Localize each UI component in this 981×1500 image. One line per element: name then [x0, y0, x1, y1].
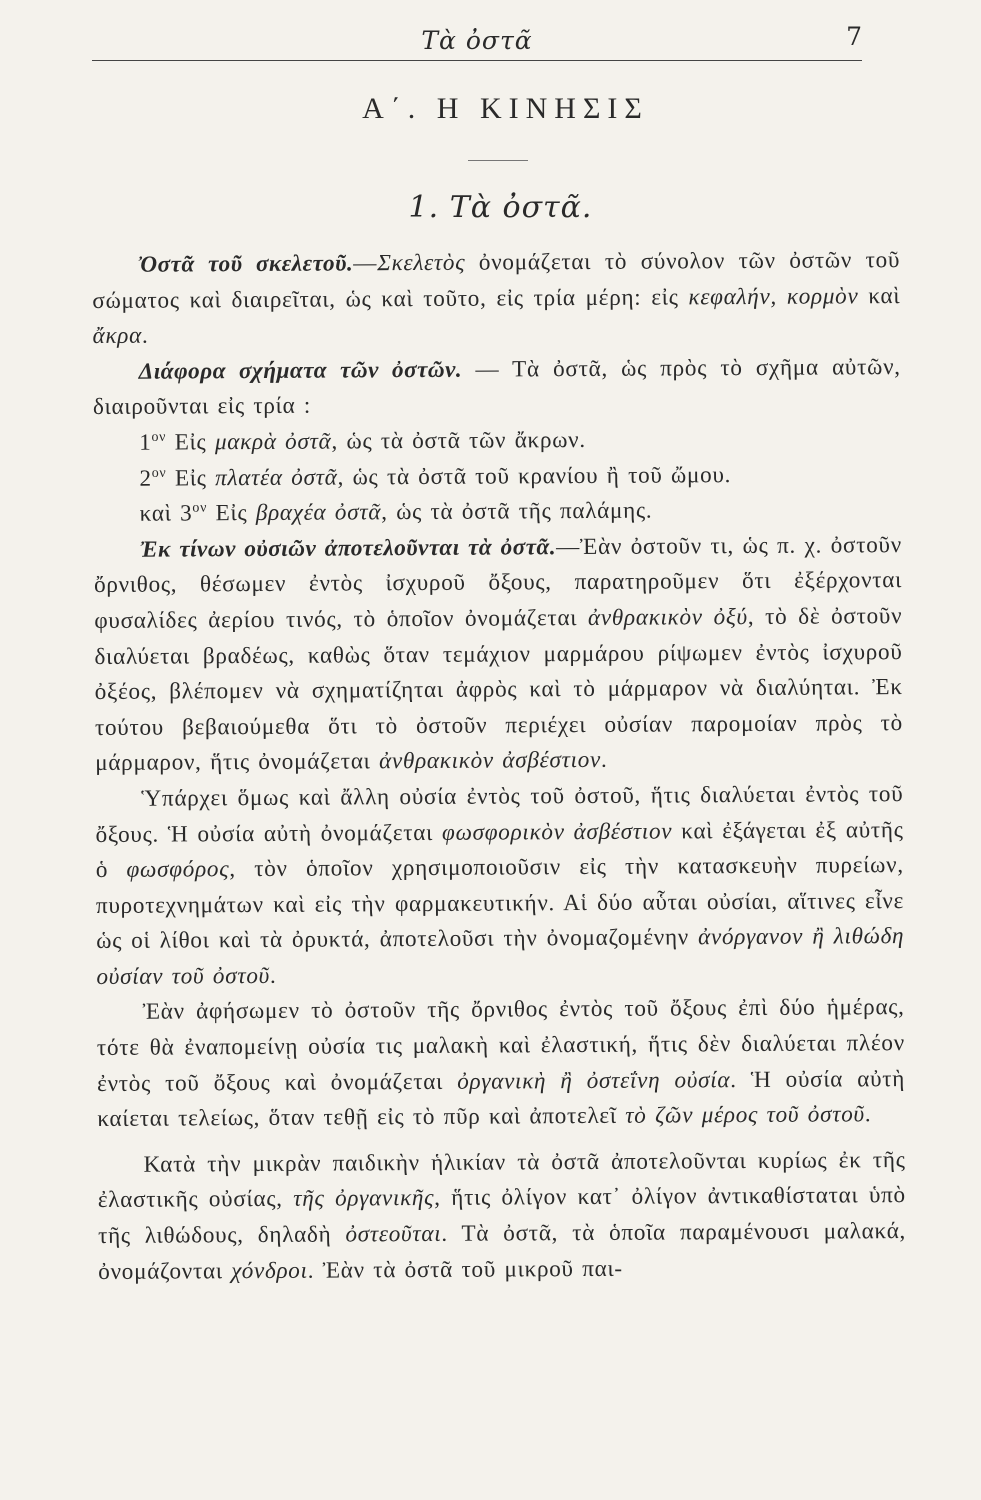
- italic-term: χόνδροι: [231, 1257, 308, 1284]
- paragraph-heading: Διάφορα σχήματα τῶν ὀστῶν.: [138, 356, 463, 385]
- text-run: καὶ: [858, 282, 901, 309]
- paragraph-bone-shapes: [93, 350, 901, 426]
- paragraph-childhood-bones: [97, 1143, 906, 1290]
- paragraph-skeleton: [92, 243, 901, 355]
- ordinal-suffix: ον: [192, 500, 208, 516]
- text-run: .: [864, 1101, 872, 1128]
- text-run: ὀνομάζεται τὸ σύνολον τῶν ὀστῶν τοῦ σώματος καὶ διαιρεῖται, ὡς καὶ τοῦτο, εἰς τρία μέρη: εἰς: [92, 247, 901, 314]
- list-item-short-bones: [94, 492, 902, 533]
- text-run: , ὡς τὰ ὀστᾶ τῶν ἄκρων.: [331, 426, 586, 455]
- ordinal-suffix: ον: [151, 429, 167, 445]
- italic-term: πλατέα ὀστᾶ: [215, 464, 338, 491]
- text-run: Εἰς: [166, 464, 216, 492]
- text-run: —: [353, 250, 378, 277]
- italic-term: ἄκρα: [92, 322, 143, 350]
- italic-term: μακρὰ ὀστᾶ: [214, 428, 332, 456]
- italic-term: τὸ ζῶν μέρος τοῦ ὀστοῦ: [625, 1101, 865, 1130]
- paragraph-phosphate: [95, 777, 904, 995]
- italic-term: ἀνθρακικὸν ἀσβέστιον: [379, 747, 602, 775]
- list-number: 2: [139, 465, 152, 492]
- text-run: , τὸ δὲ ὀστοῦν διαλύεται βραδέως, καθὼς ὅταν τεμάχιον μαρμάρου ρίψωμεν ἐντὸς ἰσχυροῦ ὀξέος, βλέπομεν νὰ σχηματίζηται ἀφρὸς καὶ τὸ μάρμαρον νὰ διαλύηται. Ἐκ τούτου βεβαιούμεθα ὅτι τὸ ὀστοῦν περιέχει οὐσίαν παρομοίαν πρὸς τὸ μάρμαρον, ἥτις ὀνομάζεται: [94, 602, 903, 777]
- text-run: Εἰς: [166, 429, 215, 456]
- italic-term: ἀνόργανον ἢ λιθώδη οὐσίαν τοῦ ὀστοῦ: [96, 923, 905, 990]
- paragraph-organic-matter: [97, 991, 906, 1138]
- text-run: Ὑπάρχει ὅμως καὶ ἄλλη οὐσία ἐντὸς τοῦ ὀστοῦ, ἥτις διαλύεται ἐντὸς τοῦ ὄξους. Ἡ οὐσία αὐτὴ ὀνομάζεται: [95, 780, 904, 848]
- paragraph-heading: Ὀστᾶ τοῦ σκελετοῦ.: [138, 250, 354, 278]
- paragraph-bone-substances: [94, 528, 904, 782]
- italic-term: βραχέα ὀστᾶ: [255, 499, 382, 527]
- list-number: 1: [139, 429, 152, 456]
- list-item-long-bones: [93, 421, 901, 462]
- text-run: . Ἡ οὐσία αὐτὴ καίεται τελείως, ὅταν τεθῇ εἰς τὸ πῦρ καὶ ἀποτελεῖ: [97, 1065, 906, 1133]
- italic-term: ὀστεοῦται: [345, 1220, 442, 1248]
- italic-term: ἀνθρακικὸν ὀξύ: [587, 603, 748, 631]
- text-run: .: [269, 962, 277, 989]
- italic-term: τῆς ὀργανικῆς: [293, 1185, 435, 1213]
- text-run: . Τὰ ὀστᾶ, τὰ ὁποῖα παραμένουσι μαλακά, ὀνομάζονται: [98, 1218, 907, 1285]
- text-run: Εἰς: [207, 500, 256, 527]
- italic-term: κεφαλήν, κορμὸν: [688, 282, 859, 310]
- text-run: .: [600, 747, 608, 774]
- italic-term: φωσφόρος: [126, 856, 230, 883]
- italic-term: φωσφορικὸν ἀσβέστιον: [441, 817, 673, 846]
- list-number: καὶ 3: [139, 500, 193, 527]
- text-run: , ἥτις ὀλίγον κατ᾽ ὀλίγον ἀντικαθίσταται ὑπὸ τῆς λιθώδους, δηλαδὴ: [97, 1182, 906, 1250]
- text-run: , ὡς τὰ ὀστᾶ τῆς παλάμης.: [381, 497, 653, 526]
- text-run: —Ἐὰν ὀστοῦν τι, ὡς π. χ. ὀστοῦν ὄρνιθος, θέσωμεν ἐντὸς ἰσχυροῦ ὄξους, παρατηροῦμεν ὅτι ἐξέρχονται φυσαλίδες ἀερίου τινός, τὸ ὁποῖον ὀνομάζεται: [93, 531, 903, 634]
- italic-term: Σκελετὸς: [377, 249, 466, 277]
- italic-term: ὀργανικὴ ἢ ὀστεΐνη οὐσία: [457, 1066, 731, 1095]
- text-run: Κατὰ τὴν μικρὰν παιδικὴν ἡλικίαν τὰ ὀστᾶ ἀποτελοῦνται κυρίως ἐκ τῆς ἐλαστικῆς οὐσίας,: [97, 1146, 906, 1214]
- paragraph-heading: Ἐκ τίνων οὐσιῶν ἀποτελοῦνται τὰ ὀστᾶ.: [139, 533, 557, 563]
- text-run: , τὸν ὁποῖον χρησιμοποιοῦσιν εἰς τὴν κατασκευὴν πυρείων, πυροτεχνημάτων καὶ εἰς τὴν φαρμακευτικήν. Αἱ δύο αὗται οὐσίαι, αἵτινες εἶνε ὡς οἱ λίθοι καὶ τὰ ὀρυκτά, ἀποτελοῦσι τὴν ὀνομαζομένην: [95, 852, 905, 955]
- text-run: . Ἐὰν τὰ ὀστᾶ τοῦ μικροῦ παι-: [307, 1255, 623, 1284]
- body-text: [92, 243, 906, 1290]
- text-run: , ὡς τὰ ὀστᾶ τοῦ κρανίου ἢ τοῦ ὤμου.: [337, 461, 732, 491]
- running-title: Τὰ ὀστᾶ: [421, 26, 533, 55]
- list-item-flat-bones: [93, 457, 901, 498]
- page-number: 7: [846, 22, 862, 51]
- text-run: .: [141, 322, 149, 349]
- text-run: καὶ ἐξάγεται ἐξ αὐτῆς ὁ: [95, 816, 904, 884]
- text-run: Ἐὰν ἀφήσωμεν τὸ ὀστοῦν τῆς ὄρνιθος ἐντὸς τοῦ ὄξους ἐπὶ δύο ἡμέρας, τότε θὰ ἐναπομείνῃ οὐσία τις μαλακὴ καὶ ἐλαστική, ἥτις δὲν διαλύεται πλέον ἐντὸς τοῦ ὄξους καὶ ὀνομάζεται: [96, 994, 905, 1097]
- text-run: — Τὰ ὀστᾶ, ὡς πρὸς τὸ σχῆμα αὐτῶν, διαιροῦνται εἰς τρία :: [92, 353, 901, 421]
- running-header: [92, 20, 862, 61]
- section-title: 1. Τὰ ὀστᾶ.: [408, 190, 593, 225]
- chapter-title: Α΄. Η ΚΙΝΗΣΙΣ: [362, 92, 649, 125]
- ordinal-suffix: ον: [151, 465, 167, 481]
- title-divider: [468, 160, 528, 161]
